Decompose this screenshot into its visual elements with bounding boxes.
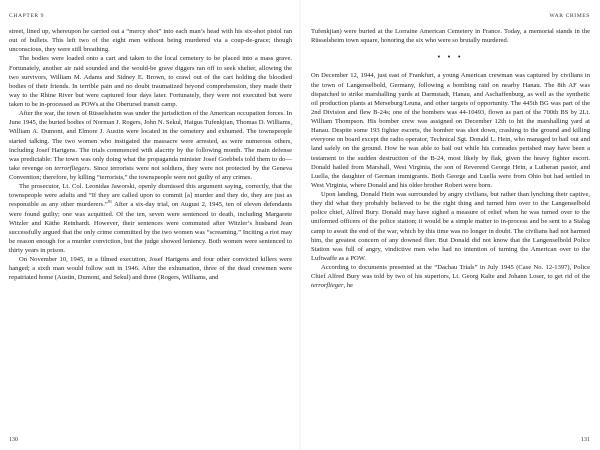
right-page — [300, 0, 600, 450]
page-number: 130 — [9, 437, 18, 443]
paragraph-text: The prosecutor, Lt. Col. Leonidas Jaworski, openly dismissed this argument saying, correctly, that the townspeople were adults and “If they are called upon to commit [a] murder and they do, they are just as responsible as any other murderers.” — [9, 183, 292, 209]
paragraph: Upon landing, Donald Hein was surrounded by angry civilians, but rather than lynching their captive, they did what they probably believed to be the right thing and turned him over to the Langenselbold police chief, Alfred Bury. Donald may have sighed a measure of relief when he was turned over to the uniformed officers of the police station; it would be a simple matter to in-process and be sent to a Stalag camp to await the end of the war, which by this time was no longer in doubt. The civilians had not harmed him, the greatest concern of any downed flier. But Donald did not know that the Langenselbold Police Station was full of angry, vindictive men who had no intention of turning the American over to the Luftwaffe as a POW. — [311, 191, 590, 262]
paragraph-text: After the war, the town of Rüsselsheim was under the jurisdiction of the American occupation forces. In June 1945, the buried bodies of Norman J. Rogers, John N. Sekul, Haigus Tufenkjian, Thomas D. Williams, William A. Dumont, and Elmore J. Austin were located in the cemetery and exhumed. The townspeople started talking. The two women who instigated the massacre were arrested, as were numerous others, including Josef Hartgens. The trials commenced with alacrity by the following month. The main defense was predictable: The town was only doing what the propaganda minister Josef Goebbels told them to do—take revenge on — [9, 110, 292, 172]
footnote-marker: 91 — [107, 199, 113, 205]
italic-term: terrorfliegers — [54, 164, 90, 172]
paragraph: Tufenkjian) were buried at the Lorraine American Cemetery in France. Today, a memorial stands in the Rüsselsheim town square, honoring the six who were so brutally murdered. — [311, 28, 590, 45]
section-break: • • • — [437, 53, 464, 62]
section-label: WAR CRIMES — [549, 13, 590, 19]
right-page-body — [311, 27, 590, 290]
paragraph-text: According to documents presented at the “Dachau Trials” in July 1945 (Case No. 12-1397), Police Chief Alfred Bury was told by two of his superiors, Lt. Georg Kalte and Johann Loser, to get rid of the — [311, 264, 590, 281]
page-number: 131 — [581, 437, 590, 443]
chapter-label: CHAPTER 9 — [9, 13, 45, 19]
paragraph — [311, 263, 590, 290]
paragraph-text: . Since terrorists were not soldiers, they were not protected by the Geneva Convention; therefore, by killing “terrorists,” the townspeople were not guilty of any crimes. — [9, 164, 292, 181]
running-head — [311, 13, 590, 23]
paragraph: On November 10, 1945, in a filmed execution, Josef Hartgens and four other convicted killers were hanged; a sixth man would follow suit in 1946. After the exhumation, three of the dead crewmen were repatriated home (Austin, Dumont, and Sekul) and three (Rogers, Williams, and — [9, 256, 292, 282]
running-head — [9, 13, 292, 23]
paragraph: street, lined up, whereupon he carried out a “mercy shot” into each man’s head with his six-shot pistol ran out of bullets. This left two of the eight men without being murdered via a coup-de-grace; though unconscious, they were still breathing. — [9, 28, 292, 54]
paragraph — [9, 182, 292, 255]
paragraph-text: , he — [343, 282, 353, 290]
left-page-body — [9, 27, 292, 283]
paragraph — [9, 109, 292, 182]
paragraph-text: After a six-day trial, on August 2, 1945, ten of eleven defendants were found guilty; one was acquitted. Of the ten, seven were sentenced to death, including Margarete Witzler and Käthe Reinhardt. However, their sentences were commuted after Witzler’s husband Jean successfully argued that the only crime committed by the two women was “screaming.” Inciting a riot may be reason enough for a murder conviction, but the judge showed leniency. Both women were sentenced to thirty years in prison. — [9, 201, 292, 254]
paragraph: The bodies were loaded onto a cart and taken to the local cemetery to be placed into a mass grave. Fortunately, another air raid sounded and the would-be grave diggers ran off to seek shelter, allowing the two survivors, William M. Adams and Sidney E. Brown, to crawl out of the cart holding the bloodied bodies of their friends. In terrible pain and no doubt traumatized beyond comprehension, they made their way to the Rhine River but were captured four days later. Fortunately, they were not executed but were taken to be in-processed as POWs at the Oberursel transit camp. — [9, 55, 292, 108]
paragraph: On December 12, 1944, just east of Frankfurt, a young American crewman was captured by civilians in the town of Langenselbold, Germany, following a bombing raid on nearby Hanau. The 8th AF was dispatched to strike marshalling yards at Darmstadt, Hanau, and Aschaffenburg, as well as the synthetic oil production plants at Merseburg/Leuna, and other targets of opportunity. The 445th BG was part of the 2nd Division and flew B-24s; one of the bombers was 44-10493, flown as part of the 700th BS by 2Lt. William Thompson. His bomber crew was assigned on December 12th to hit the marshalling yard at Hanau. Despite some 193 fighter escorts, the bomber was shot down, crashing to the ground and killing everyone on board except the radio operator, Technical Sgt. Donald L. Hein, who managed to bail out and land safely on the ground. How he was able to bail out while his comrades perished may have been a testament to the sudden destruction of the B-24, most likely by flak, given the heavy fighter escort. Donald hailed from Marshall, West Virginia, the son of Reverend George Hein, a Lutheran pastor, and Luella, the daughter of German immigrants. Both George and Luella were from Ohio but had settled in West Virginia, where Donald and his older brother Robert were born. — [311, 72, 590, 189]
italic-term: terrorflieger — [311, 282, 344, 290]
